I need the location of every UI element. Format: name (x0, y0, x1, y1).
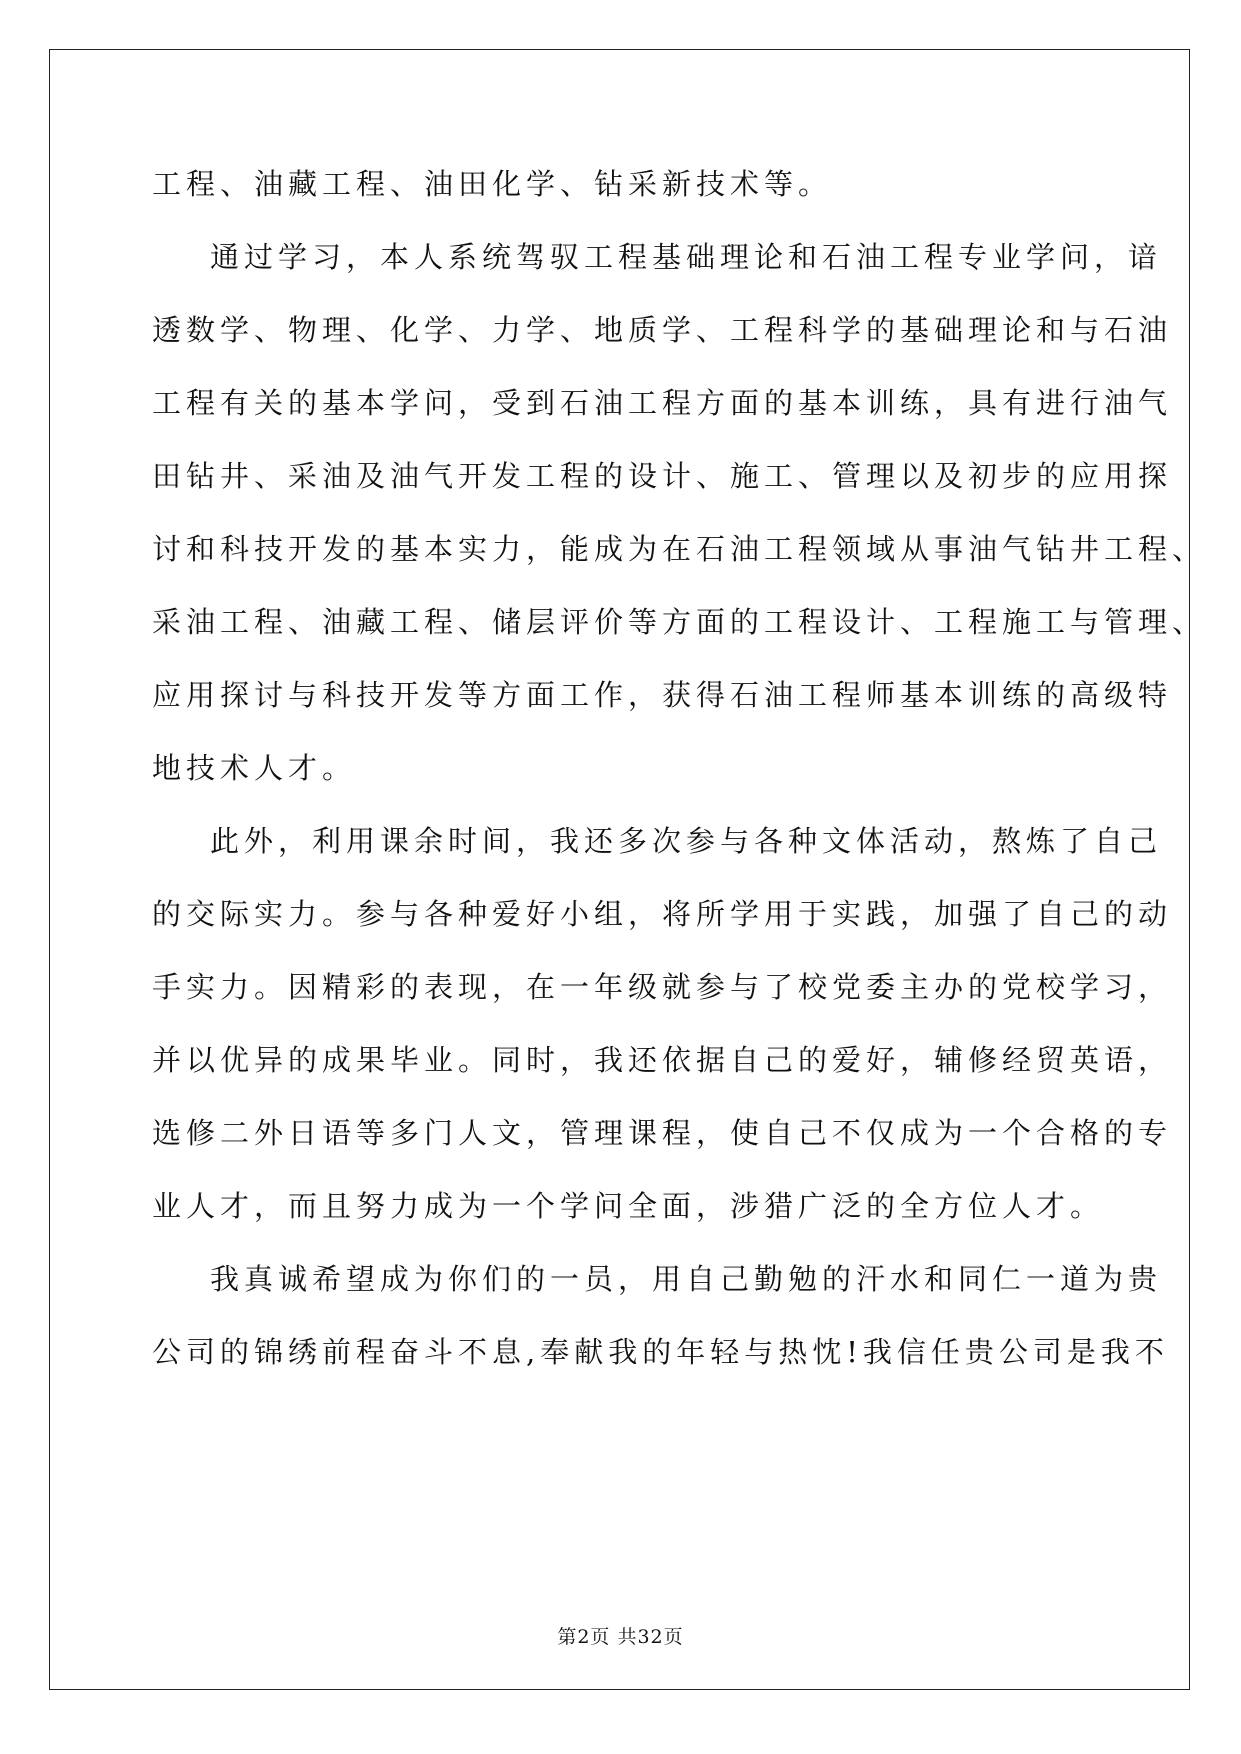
paragraph-first-line: 此外，利用课余时间，我还多次参与各种文体活动，熬炼了自己 (210, 824, 1163, 858)
text-line: 工程有关的基本学问，受到石油工程方面的基本训练，具有进行油气 (152, 386, 1173, 420)
text-line: 田钻井、采油及油气开发工程的设计、施工、管理以及初步的应用探 (152, 459, 1173, 493)
text-line: 工程、油藏工程、油田化学、钻采新技术等。 (152, 167, 833, 201)
page-number-footer: 第2页 共32页 (557, 1626, 684, 1648)
text-line: 业人才，而且努力成为一个学问全面，涉猎广泛的全方位人才。 (152, 1189, 1105, 1223)
text-line: 公司的锦绣前程奋斗不息,奉献我的年轻与热忱!我信任贵公司是我不 (152, 1335, 1169, 1369)
text-line: 讨和科技开发的基本实力，能成为在石油工程领域从事油气钻井工程、 (152, 532, 1207, 566)
text-line: 采油工程、油藏工程、储层评价等方面的工程设计、工程施工与管理、 (152, 605, 1207, 639)
text-line: 选修二外日语等多门人文，管理课程，使自己不仅成为一个合格的专 (152, 1116, 1173, 1150)
text-line: 并以优异的成果毕业。同时，我还依据自己的爱好，辅修经贸英语， (152, 1043, 1173, 1077)
text-line: 透数学、物理、化学、力学、地质学、工程科学的基础理论和与石油 (152, 313, 1173, 347)
page-border (49, 49, 1190, 1690)
text-line: 应用探讨与科技开发等方面工作，获得石油工程师基本训练的高级特 (152, 678, 1173, 712)
paragraph-first-line: 通过学习，本人系统驾驭工程基础理论和石油工程专业学问，谙 (210, 240, 1163, 274)
paragraph-first-line: 我真诚希望成为你们的一员，用自己勤勉的汗水和同仁一道为贵 (210, 1262, 1163, 1296)
text-line: 的交际实力。参与各种爱好小组，将所学用于实践，加强了自己的动 (152, 897, 1173, 931)
text-line: 地技术人才。 (152, 751, 357, 785)
text-line: 手实力。因精彩的表现，在一年级就参与了校党委主办的党校学习， (152, 970, 1173, 1004)
